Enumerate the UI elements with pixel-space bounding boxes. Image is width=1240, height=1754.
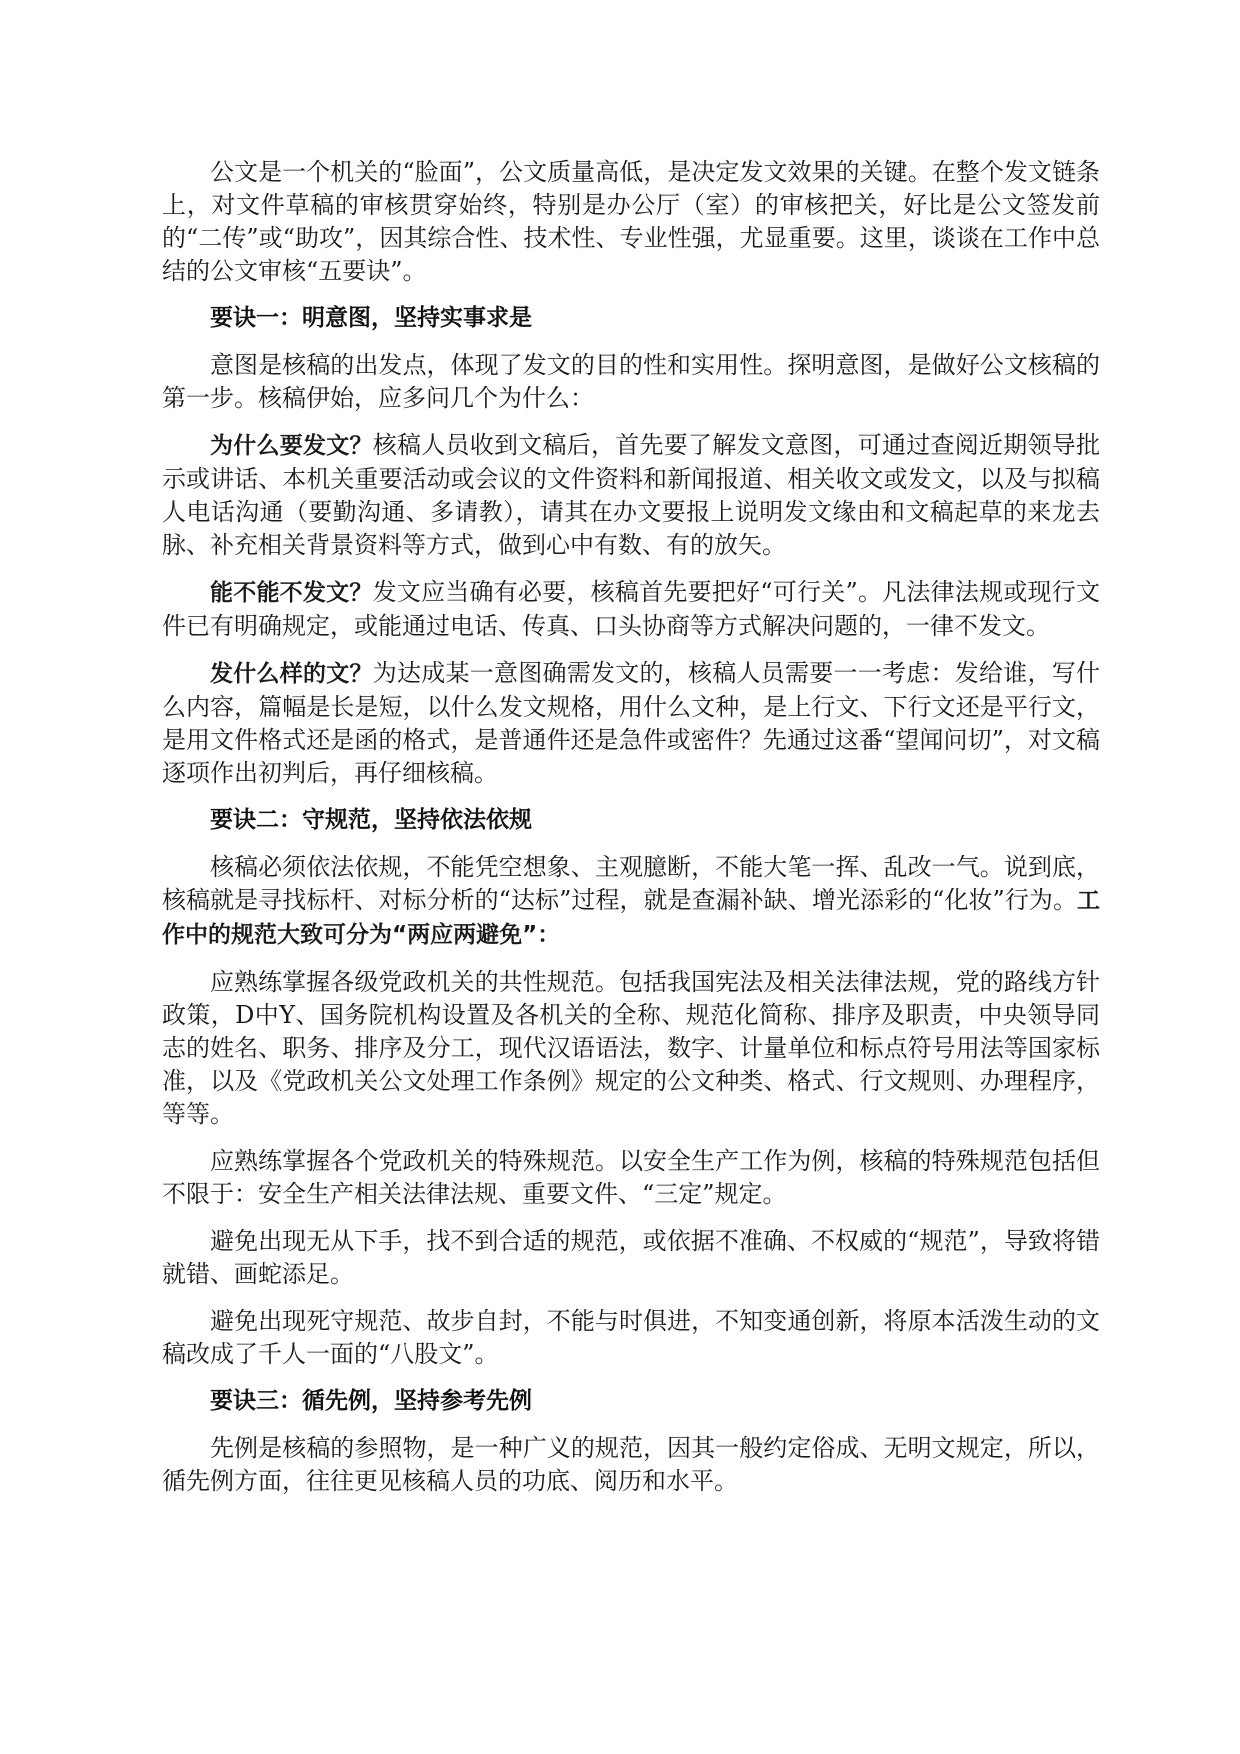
paragraph-standards xyxy=(162,851,1100,952)
paragraph-what-kind xyxy=(162,657,1100,790)
section-heading-2: 要诀二：守规范，坚持依法依规 xyxy=(210,807,532,833)
paragraph-precedent: 先例是核稿的参照物，是一种广义的规范，因其一般约定俗成、无明文规定，所以，循先例方面，往往更见核稿人员的功底、阅历和水平。 xyxy=(162,1434,1100,1495)
section-heading-3: 要诀三：循先例，坚持参考先例 xyxy=(210,1388,532,1414)
paragraph-body: 为达成某一意图确需发文的，核稿人员需要一一考虑：发给谁，写什么内容，篇幅是长是短，以什么发文规格，用什么文种，是上行文、下行文还是平行文，是用文件格式还是函的格式，是普通件还是急件或密件？先通过这番“望闻问切”，对文稿逐项作出初判后，再仔细核稿。 xyxy=(162,659,1100,787)
paragraph-common-norms: 应熟练掌握各级党政机关的共性规范。包括我国宪法及相关法律法规，党的路线方针政策，D中Y、国务院机构设置及各机关的全称、规范化简称、排序及职责，中央领导同志的姓名、职务、排序及分工，现代汉语语法，数字、计量单位和标点符号用法等国家标准，以及《党政机关公文处理工作条例》规定的公文种类、格式、行文规则、办理程序，等等。 xyxy=(162,968,1100,1128)
paragraph-lead: 为什么要发文？ xyxy=(210,433,373,459)
intro-paragraph: 公文是一个机关的“脸面”，公文质量高低，是决定发文效果的关键。在整个发文链条上，对文件草稿的审核贯穿始终，特别是办公厅（室）的审核把关，好比是公文签发前的“二传”或“助攻”，因其综合性、技术性、专业性强，尤显重要。这里，谈谈在工作中总结的公文审核“五要诀”。 xyxy=(162,158,1100,285)
document-body xyxy=(162,156,1100,1512)
paragraph-body: 核稿人员收到文稿后，首先要了解发文意图，可通过查阅近期领导批示或讲话、本机关重要活动或会议的文件资料和新闻报道、相关收文或发文，以及与拟稿人电话沟通（要勤沟通、多请教），请其在办文要报上说明发文缘由和文稿起草的来龙去脉、补充相关背景资料等方式，做到心中有数、有的放矢。 xyxy=(162,431,1100,559)
paragraph-body: 核稿必须依法依规，不能凭空想象、主观臆断，不能大笔一挥、乱改一气。说到底，核稿就是寻找标杆、对标分析的“达标”过程，就是查漏补缺、增光添彩的“化妆”行为。 xyxy=(162,853,1100,914)
section-heading-1: 要诀一：明意图，坚持实事求是 xyxy=(210,305,532,331)
paragraph-intent: 意图是核稿的出发点，体现了发文的目的性和实用性。探明意图，是做好公文核稿的第一步。核稿伊始，应多问几个为什么： xyxy=(162,351,1100,412)
paragraph-body: 发文应当确有必要，核稿首先要把好“可行关”。凡法律法规或现行文件已有明确规定，或能通过电话、传真、口头协商等方式解决问题的，一律不发文。 xyxy=(162,578,1101,640)
paragraph-lead: 能不能不发文？ xyxy=(210,580,373,606)
paragraph-avoid-2: 避免出现死守规范、故步自封，不能与时俱进，不知变通创新，将原本活泼生动的文稿改成了千人一面的“八股文”。 xyxy=(162,1307,1100,1368)
paragraph-special-norms: 应熟练掌握各个党政机关的特殊规范。以安全生产工作为例，核稿的特殊规范包括但不限于：安全生产相关法律法规、重要文件、“三定”规定。 xyxy=(162,1147,1100,1208)
paragraph-bold-tail: 工作中的规范大致可分为“两应两避免”： xyxy=(162,888,1100,948)
paragraph-avoid-1: 避免出现无从下手，找不到合适的规范，或依据不准确、不权威的“规范”，导致将错就错、画蛇添足。 xyxy=(162,1227,1100,1288)
paragraph-can-not-issue xyxy=(162,576,1100,643)
paragraph-lead: 发什么样的文？ xyxy=(210,661,373,687)
paragraph-why-issue xyxy=(162,429,1100,562)
